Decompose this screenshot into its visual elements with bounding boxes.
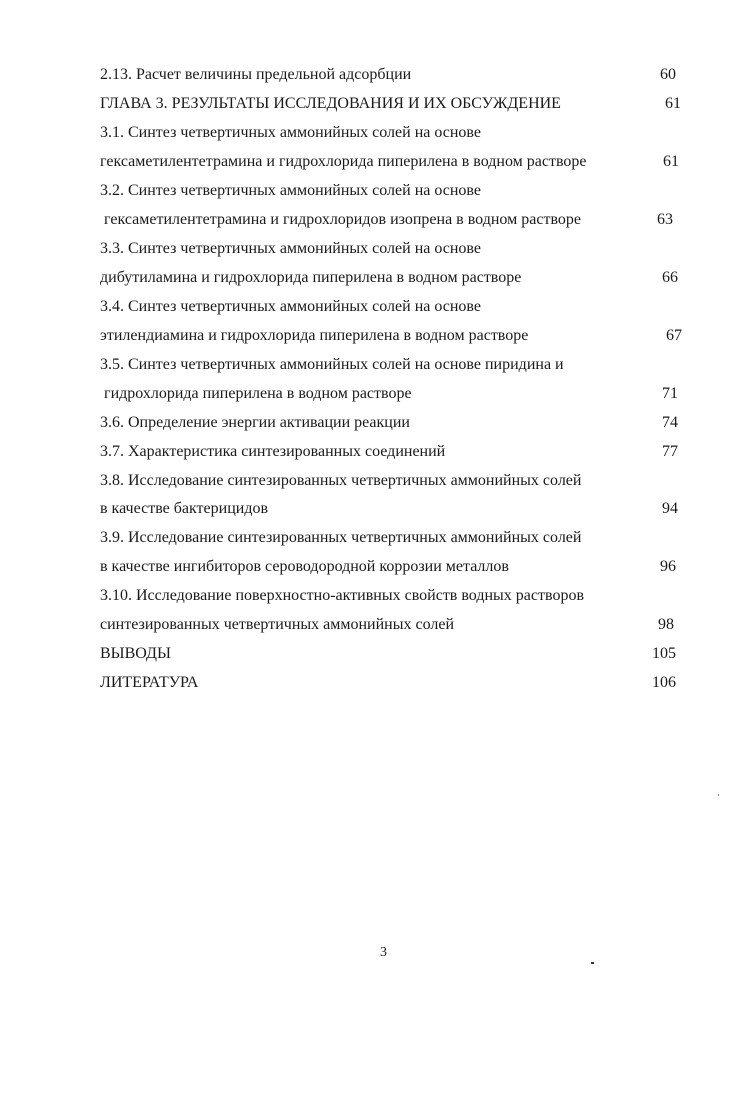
toc-page-number: 61 bbox=[663, 153, 679, 170]
toc-title: гексаметилентетрамина и гидрохлорида пиперилена в водном растворе bbox=[100, 153, 587, 170]
toc-title: 3.5. Синтез четвертичных аммонийных солей на основе пиридина и bbox=[100, 356, 564, 373]
toc-title: гидрохлорида пиперилена в водном растворе bbox=[104, 385, 412, 402]
toc-title: 3.4. Синтез четвертичных аммонийных солей на основе bbox=[100, 298, 481, 315]
toc-page-number: 63 bbox=[657, 211, 673, 228]
scan-speck bbox=[591, 962, 594, 964]
toc-line bbox=[100, 525, 680, 551]
toc-line bbox=[100, 149, 680, 175]
toc-line bbox=[100, 265, 680, 291]
toc-line bbox=[100, 207, 680, 233]
page-number: 3 bbox=[380, 945, 387, 960]
toc-line bbox=[100, 554, 680, 580]
toc-title: 3.10. Исследование поверхностно-активных свойств водных растворов bbox=[100, 587, 584, 604]
toc-line bbox=[100, 670, 680, 696]
toc-title: гексаметилентетрамина и гидрохлоридов изопрена в водном растворе bbox=[104, 211, 581, 228]
toc-title: 3.7. Характеристика синтезированных соединений bbox=[100, 443, 446, 460]
toc-page-number: 61 bbox=[665, 95, 681, 112]
toc-page-number: 105 bbox=[652, 645, 676, 662]
toc-title: 3.9. Исследование синтезированных четвертичных аммонийных солей bbox=[100, 529, 582, 546]
toc-page-number: 60 bbox=[660, 66, 676, 83]
toc-line bbox=[100, 410, 680, 436]
toc-line bbox=[100, 641, 680, 667]
toc-title: ВЫВОДЫ bbox=[100, 645, 171, 662]
toc-page-number: 96 bbox=[660, 558, 676, 575]
scan-speck bbox=[718, 794, 719, 796]
toc-line bbox=[100, 583, 680, 609]
toc-title: 3.6. Определение энергии активации реакции bbox=[100, 414, 410, 431]
toc-page-number: 74 bbox=[662, 414, 678, 431]
toc-line bbox=[100, 468, 680, 494]
toc-page-number: 94 bbox=[662, 500, 678, 517]
toc-title: ГЛАВА 3. РЕЗУЛЬТАТЫ ИССЛЕДОВАНИЯ И ИХ ОБСУЖДЕНИЕ bbox=[100, 95, 561, 112]
toc-line bbox=[100, 62, 680, 88]
toc-title: ЛИТЕРАТУРА bbox=[100, 674, 199, 691]
toc-line bbox=[100, 612, 680, 638]
toc-title: 2.13. Расчет величины предельной адсорбции bbox=[100, 66, 412, 83]
toc-page-number: 71 bbox=[662, 385, 678, 402]
toc-line bbox=[100, 91, 680, 117]
toc-line bbox=[100, 352, 680, 378]
toc-page-number: 106 bbox=[652, 674, 676, 691]
toc-title: 3.1. Синтез четвертичных аммонийных солей на основе bbox=[100, 124, 481, 141]
toc-line bbox=[100, 381, 680, 407]
toc-title: этилендиамина и гидрохлорида пиперилена в водном растворе bbox=[100, 327, 529, 344]
toc-line bbox=[100, 178, 680, 204]
toc-line bbox=[100, 439, 680, 465]
toc-page-number: 66 bbox=[662, 269, 678, 286]
toc-line bbox=[100, 323, 680, 349]
toc-page-number: 77 bbox=[662, 443, 678, 460]
toc-title: дибутиламина и гидрохлорида пиперилена в водном растворе bbox=[100, 269, 522, 286]
toc-page-number: 67 bbox=[666, 327, 682, 344]
toc-title: 3.3. Синтез четвертичных аммонийных солей на основе bbox=[100, 240, 481, 257]
toc-line bbox=[100, 120, 680, 146]
toc-title: 3.2. Синтез четвертичных аммонийных солей на основе bbox=[100, 182, 481, 199]
toc-title: в качестве ингибиторов сероводородной коррозии металлов bbox=[100, 558, 509, 575]
toc-title: синтезированных четвертичных аммонийных солей bbox=[100, 616, 455, 633]
toc-title: 3.8. Исследование синтезированных четвертичных аммонийных солей bbox=[100, 472, 582, 489]
toc-title: в качестве бактерицидов bbox=[100, 500, 269, 517]
toc-line bbox=[100, 236, 680, 262]
toc-line bbox=[100, 496, 680, 522]
toc-page-number: 98 bbox=[658, 616, 674, 633]
toc-line bbox=[100, 294, 680, 320]
